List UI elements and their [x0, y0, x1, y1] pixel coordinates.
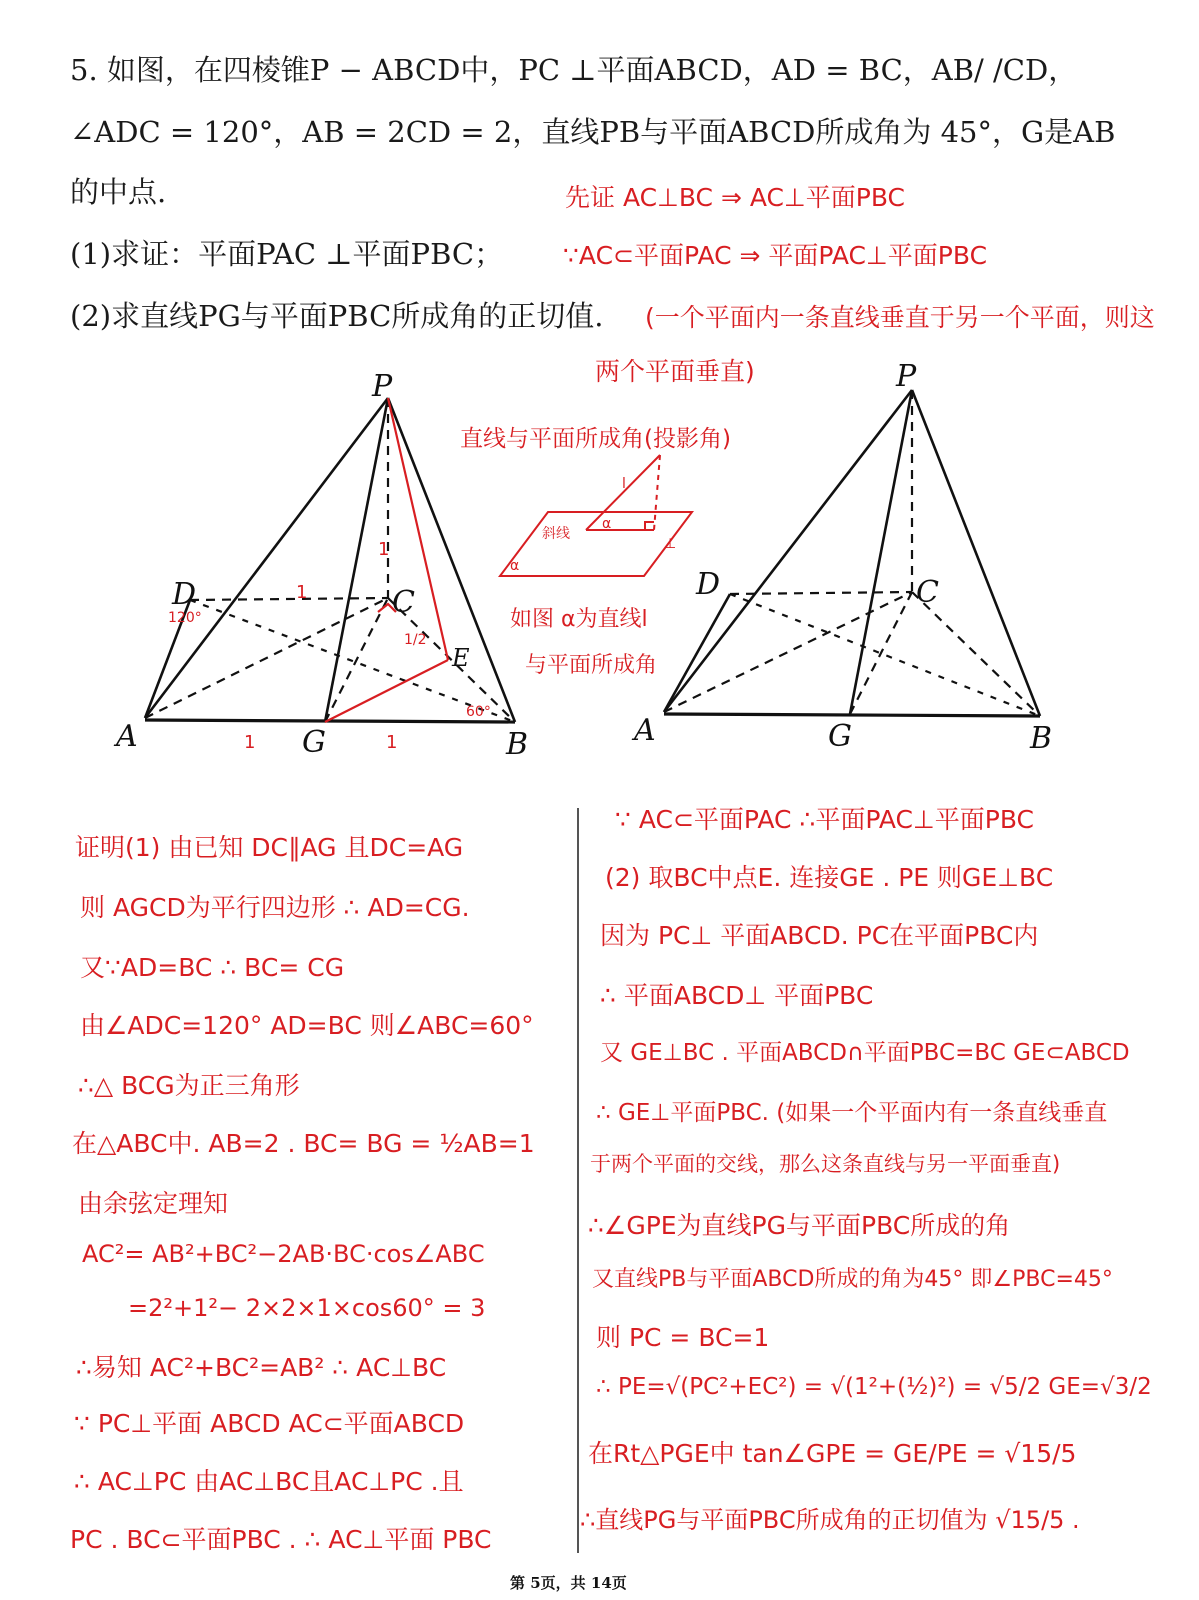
- proof-right-line-11: ∴ PE=√(PC²+EC²) = √(1²+(½)²) = √5/2 GE=√3/2: [596, 1374, 1152, 1400]
- fig1-label-P: P: [372, 369, 393, 404]
- proof-right-line-12: 在Rt△PGE中 tan∠GPE = GE/PE = √15/5: [588, 1439, 1077, 1468]
- fig2-label-G: G: [828, 719, 852, 754]
- inset-caption-1: 如图 α为直线l: [510, 607, 648, 632]
- proof-left-line-5: ∴△ BCG为正三角形: [78, 1071, 300, 1100]
- proof-left-line-8: AC²= AB²+BC²−2AB·BC·cos∠ABC: [82, 1240, 485, 1268]
- proof-left-line-4: 由∠ADC=120° AD=BC 则∠ABC=60°: [80, 1011, 534, 1040]
- note-proof-plan-2: ∵AC⊂平面PAC ⇒ 平面PAC⊥平面PBC: [563, 241, 988, 270]
- proof-right-line-1: ∵ AC⊂平面PAC ∴平面PAC⊥平面PBC: [615, 805, 1034, 834]
- proof-right-line-6: ∴ GE⊥平面PBC. (如果一个平面内有一条直线垂直: [596, 1100, 1108, 1126]
- problem-line-1: 5. 如图，在四棱锥P − ABCD中，PC ⊥平面ABCD，AD = BC，AB/ /CD，: [70, 53, 1078, 87]
- inset-caption-2: 与平面所成角: [525, 653, 658, 678]
- note-theorem: (一个平面内一条直线垂直于另一个平面，则这: [645, 303, 1155, 332]
- fig2-label-P: P: [896, 359, 917, 394]
- proof-right-line-5: 又 GE⊥BC . 平面ABCD∩平面PBC=BC GE⊂ABCD: [600, 1040, 1130, 1066]
- proof-left-line-1: 证明(1) 由已知 DC∥AG 且DC=AG: [75, 833, 464, 862]
- note-proof-plan: 先证 AC⊥BC ⇒ AC⊥平面PBC: [565, 183, 905, 212]
- fig1-len-pc: 1: [378, 539, 390, 560]
- proof-left-line-12: ∴ AC⊥PC 由AC⊥BC且AC⊥PC .且: [74, 1467, 464, 1496]
- inset-label-l: l: [622, 476, 626, 492]
- note-theorem-2: 两个平面垂直): [595, 357, 755, 386]
- fig1-angle-120: 120°: [168, 610, 202, 626]
- proof-left-line-13: PC . BC⊂平面PBC . ∴ AC⊥平面 PBC: [70, 1525, 492, 1554]
- proof-left-line-3: 又∵AD=BC ∴ BC= CG: [80, 953, 345, 982]
- fig1-len-gb: 1: [386, 732, 398, 753]
- proof-left-line-6: 在△ABC中. AB=2 . BC= BG = ½AB=1: [72, 1129, 535, 1158]
- question-1: (1)求证：平面PAC ⊥平面PBC；: [70, 237, 504, 271]
- fig1-len-ce: 1/2: [404, 632, 427, 648]
- inset-label-slant: 斜线: [542, 526, 570, 542]
- proof-left-line-2: 则 AGCD为平行四边形 ∴ AD=CG.: [80, 893, 470, 922]
- fig1-label-E: E: [452, 644, 470, 672]
- proof-left-line-10: ∴易知 AC²+BC²=AB² ∴ AC⊥BC: [76, 1353, 447, 1382]
- inset-label-plane: α: [510, 558, 520, 574]
- proof-right-line-4: ∴ 平面ABCD⊥ 平面PBC: [600, 981, 874, 1010]
- proof-left-line-9: =2²+1²− 2×2×1×cos60° = 3: [128, 1294, 486, 1322]
- inset-title: 直线与平面所成角(投影角): [460, 426, 731, 452]
- problem-line-3: 的中点.: [70, 175, 167, 209]
- proof-right-line-2: (2) 取BC中点E. 连接GE . PE 则GE⊥BC: [605, 863, 1054, 892]
- fig1-label-A: A: [116, 719, 138, 754]
- proof-right-line-7: 于两个平面的交线，那么这条直线与另一平面垂直): [590, 1152, 1061, 1176]
- proof-left-line-7: 由余弦定理知: [78, 1189, 229, 1218]
- proof-left-line-11: ∵ PC⊥平面 ABCD AC⊂平面ABCD: [74, 1409, 465, 1438]
- question-2: (2)求直线PG与平面PBC所成角的正切值.: [70, 299, 604, 333]
- fig1-len-dc: 1: [296, 582, 308, 603]
- proof-right-line-13: ∴直线PG与平面PBC所成角的正切值为 √15/5 .: [580, 1506, 1080, 1534]
- proof-right-line-3: 因为 PC⊥ 平面ABCD. PC在平面PBC内: [600, 921, 1039, 950]
- fig1-angle-60: 60°: [466, 704, 491, 720]
- column-divider: [577, 808, 579, 1553]
- fig1-len-ag: 1: [244, 732, 256, 753]
- problem-line-2: ∠ADC = 120°，AB = 2CD = 2，直线PB与平面ABCD所成角为 45°，G是AB: [70, 115, 1116, 149]
- fig2-label-C: C: [916, 575, 939, 610]
- fig1-label-C: C: [392, 585, 415, 620]
- inset-label-alpha: α: [602, 516, 612, 532]
- page-footer: 第 5页，共 14页: [510, 1574, 627, 1592]
- fig1-label-D: D: [172, 577, 197, 612]
- proof-right-line-9: 又直线PB与平面ABCD所成的角为45° 即∠PBC=45°: [592, 1267, 1113, 1292]
- proof-right-line-10: 则 PC = BC=1: [596, 1323, 770, 1352]
- proof-right-line-8: ∴∠GPE为直线PG与平面PBC所成的角: [588, 1211, 1011, 1240]
- fig2-label-D: D: [696, 567, 721, 602]
- fig1-label-B: B: [506, 727, 529, 762]
- fig2-label-B: B: [1030, 721, 1053, 756]
- fig2-label-A: A: [634, 713, 656, 748]
- fig1-label-G: G: [302, 725, 326, 760]
- inset-label-perp: ⊥: [664, 536, 677, 552]
